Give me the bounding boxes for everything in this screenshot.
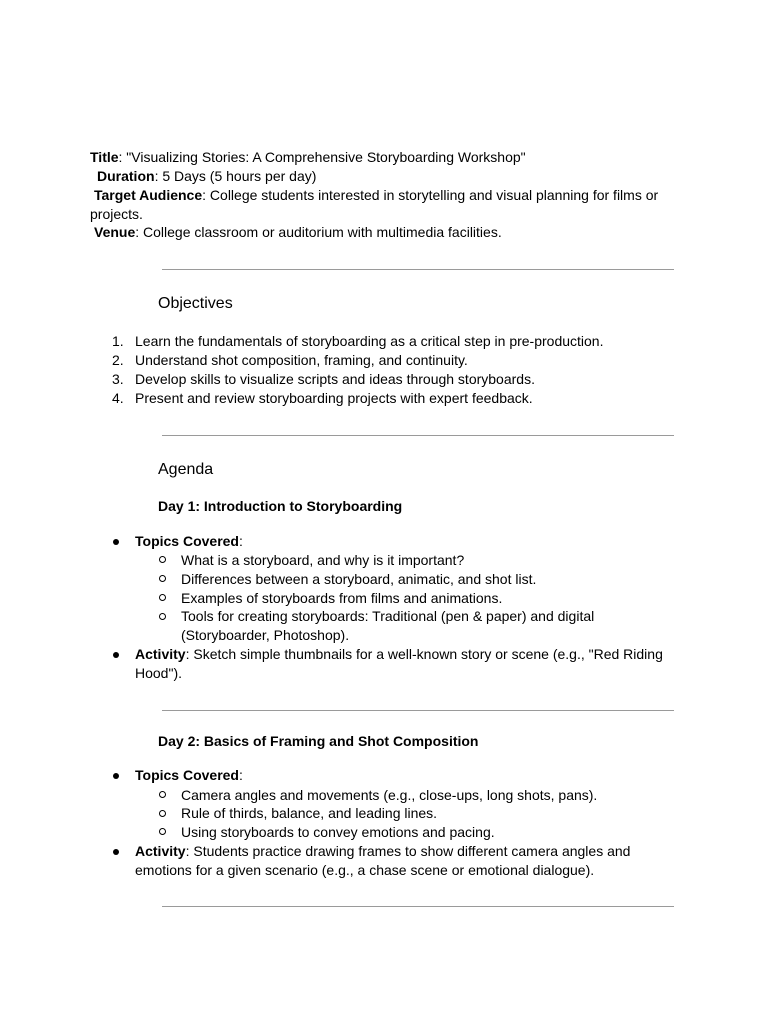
divider	[162, 710, 674, 711]
day2-topic-item: Camera angles and movements (e.g., close-ups, long shots, pans).	[181, 787, 598, 803]
day2-activity-line	[135, 842, 630, 861]
day1-topic-item-cont: (Storyboarder, Photoshop).	[181, 627, 350, 643]
day2-activity-label: Activity	[135, 843, 186, 859]
objective-item: Present and review storyboarding projects with expert feedback.	[135, 390, 533, 406]
audience-value: : College students interested in storytelling and visual planning for films or	[202, 187, 659, 203]
divider	[162, 906, 674, 907]
day1-heading: Day 1: Introduction to Storyboarding	[158, 498, 403, 514]
bullet-icon	[113, 773, 119, 779]
venue-line	[94, 223, 502, 242]
venue-label: Venue	[94, 224, 136, 240]
day2-topics-line	[135, 766, 243, 785]
day1-topics-line	[135, 532, 243, 551]
hollow-bullet-icon	[159, 828, 166, 835]
day1-topic-item: What is a storyboard, and why is it important?	[181, 552, 465, 568]
objective-item: Develop skills to visualize scripts and ideas through storyboards.	[135, 371, 535, 387]
day1-topic-item: Tools for creating storyboards: Traditional (pen & paper) and digital	[181, 608, 595, 624]
day2-topic-item: Rule of thirds, balance, and leading lines.	[181, 805, 438, 821]
duration-value: : 5 Days (5 hours per day)	[154, 168, 317, 184]
agenda-heading: Agenda	[158, 461, 214, 478]
objective-number: 1.	[112, 333, 124, 349]
objective-number: 2.	[112, 352, 124, 368]
day2-heading: Day 2: Basics of Framing and Shot Composition	[158, 733, 479, 749]
objective-number: 3.	[112, 371, 124, 387]
hollow-bullet-icon	[159, 791, 166, 798]
day2-activity-line-cont: emotions for a given scenario (e.g., a chase scene or emotional dialogue).	[135, 862, 595, 878]
day1-activity-label: Activity	[135, 646, 186, 662]
objectives-heading: Objectives	[158, 295, 233, 312]
hollow-bullet-icon	[159, 810, 166, 817]
audience-line-cont	[90, 205, 143, 224]
venue-value: : College classroom or auditorium with multimedia facilities.	[135, 224, 502, 240]
objective-item: Understand shot composition, framing, and continuity.	[135, 352, 468, 368]
day2-topic-item: Using storyboards to convey emotions and pacing.	[181, 824, 495, 840]
bullet-icon	[113, 652, 119, 658]
hollow-bullet-icon	[159, 594, 166, 601]
day1-topics-suffix: :	[239, 533, 243, 549]
day1-topics-label: Topics Covered	[135, 533, 239, 549]
hollow-bullet-icon	[159, 613, 166, 620]
day1-activity-line	[135, 645, 663, 664]
day1-activity-text: : Sketch simple thumbnails for a well-known story or scene (e.g., "Red Riding	[185, 646, 663, 662]
duration-label: Duration	[97, 168, 155, 184]
objective-number: 4.	[112, 390, 124, 406]
bullet-icon	[113, 849, 119, 855]
day1-topic-item: Examples of storyboards from films and animations.	[181, 590, 503, 606]
bullet-icon	[113, 539, 119, 545]
hollow-bullet-icon	[159, 556, 166, 563]
objective-item: Learn the fundamentals of storyboarding as a critical step in pre-production.	[135, 333, 604, 349]
audience-value-cont: projects.	[90, 206, 143, 222]
day2-topics-label: Topics Covered	[135, 767, 239, 783]
title-line	[90, 148, 526, 167]
title-value: : "Visualizing Stories: A Comprehensive Storyboarding Workshop"	[118, 149, 526, 165]
day1-activity-line-cont: Hood").	[135, 665, 182, 681]
divider	[162, 435, 674, 436]
day2-activity-text: : Students practice drawing frames to show different camera angles and	[185, 843, 631, 859]
day2-topics-suffix: :	[239, 767, 243, 783]
audience-label: Target Audience	[94, 187, 203, 203]
duration-line	[97, 167, 316, 186]
day1-topic-item: Differences between a storyboard, animatic, and shot list.	[181, 571, 537, 587]
audience-line	[94, 186, 658, 205]
hollow-bullet-icon	[159, 575, 166, 582]
divider	[162, 269, 674, 270]
title-label: Title	[90, 149, 119, 165]
